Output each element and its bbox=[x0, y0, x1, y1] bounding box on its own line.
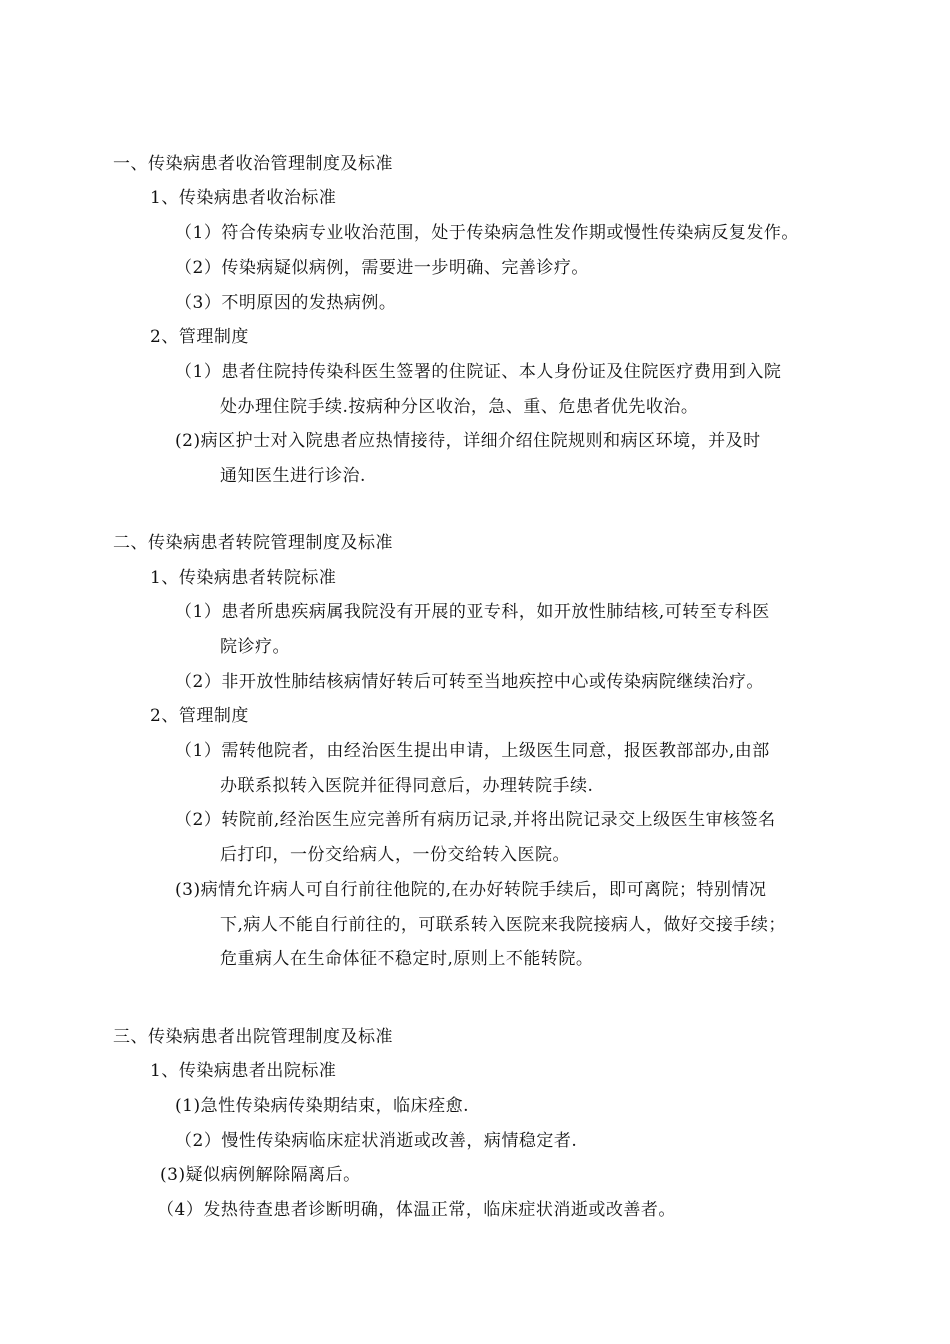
list-item-continuation: 下,病人不能自行前往的，可联系转入医院来我院接病人，做好交接手续； bbox=[220, 915, 786, 935]
list-item: （3）不明原因的发热病例。 bbox=[175, 293, 397, 313]
section-heading: 二、传染病患者转院管理制度及标准 bbox=[113, 533, 393, 553]
subsection-title: 1、传染病患者收治标准 bbox=[150, 188, 337, 208]
list-item: （1）需转他院者，由经治医生提出申请，上级医生同意，报医教部部办,由部 bbox=[175, 741, 770, 761]
list-item-continuation: 后打印，一份交给病人，一份交给转入医院。 bbox=[220, 845, 570, 865]
list-item: (1)急性传染病传染期结束，临床痊愈. bbox=[175, 1096, 469, 1116]
list-item: （1）符合传染病专业收治范围，处于传染病急性发作期或慢性传染病反复发作。 bbox=[175, 223, 799, 243]
list-item: （2）转院前,经治医生应完善所有病历记录,并将出院记录交上级医生审核签名 bbox=[175, 810, 776, 830]
list-item-continuation: 办联系拟转入医院并征得同意后，办理转院手续. bbox=[220, 776, 594, 796]
subsection-title: 2、管理制度 bbox=[150, 327, 249, 347]
list-item: （4）发热待查患者诊断明确，体温正常，临床症状消逝或改善者。 bbox=[157, 1200, 676, 1220]
list-item: （2）传染病疑似病例，需要进一步明确、完善诊疗。 bbox=[175, 258, 589, 278]
subsection-title: 1、传染病患者出院标准 bbox=[150, 1061, 337, 1081]
list-item: （2）非开放性肺结核病情好转后可转至当地疾控中心或传染病院继续治疗。 bbox=[175, 672, 764, 692]
list-item-continuation: 危重病人在生命体征不稳定时,原则上不能转院。 bbox=[220, 949, 594, 969]
list-item: （2）慢性传染病临床症状消逝或改善，病情稳定者. bbox=[175, 1131, 578, 1151]
list-item-continuation: 处办理住院手续.按病种分区收治，急、重、危患者优先收治。 bbox=[220, 397, 699, 417]
list-item: (3)疑似病例解除隔离后。 bbox=[160, 1165, 361, 1185]
list-item-continuation: 通知医生进行诊治. bbox=[220, 466, 366, 486]
subsection-title: 1、传染病患者转院标准 bbox=[150, 568, 337, 588]
list-item: （1）患者住院持传染科医生签署的住院证、本人身份证及住院医疗费用到入院 bbox=[175, 362, 782, 382]
list-item: （1）患者所患疾病属我院没有开展的亚专科，如开放性肺结核,可转至专科医 bbox=[175, 602, 770, 622]
list-item: (2)病区护士对入院患者应热情接待，详细介绍住院规则和病区环境，并及时 bbox=[175, 431, 761, 451]
list-item-continuation: 院诊疗。 bbox=[220, 637, 290, 657]
subsection-title: 2、管理制度 bbox=[150, 706, 249, 726]
section-heading: 三、传染病患者出院管理制度及标准 bbox=[113, 1027, 393, 1047]
list-item: (3)病情允许病人可自行前往他院的,在办好转院手续后，即可离院；特别情况 bbox=[175, 880, 767, 900]
section-heading: 一、传染病患者收治管理制度及标准 bbox=[113, 154, 393, 174]
